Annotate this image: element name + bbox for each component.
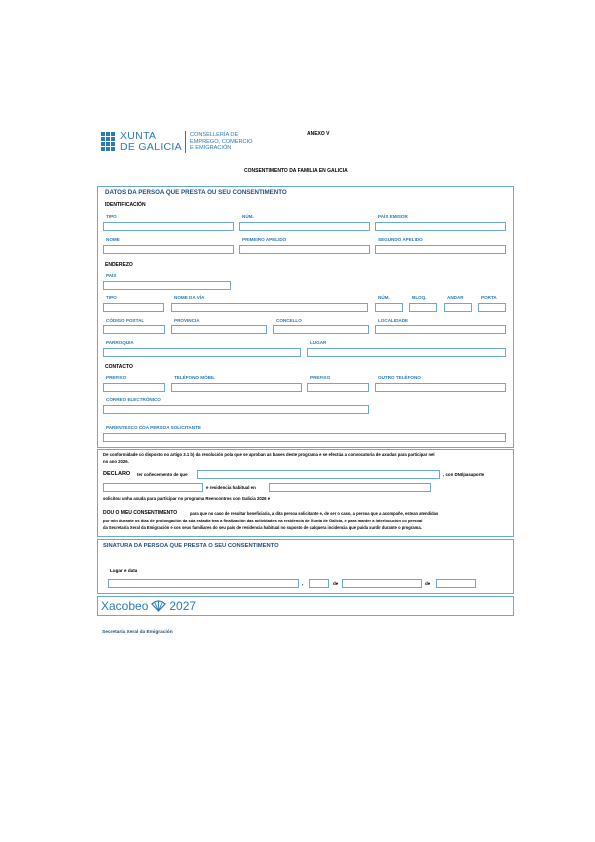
day-field[interactable]	[309, 579, 329, 588]
pais-emisor-field[interactable]	[375, 222, 506, 231]
declaro-label: DECLARO	[103, 471, 131, 477]
prefixo2-label: PREFIXO	[310, 375, 331, 380]
scallop-shell-icon	[151, 600, 166, 612]
parentesco-field[interactable]	[103, 433, 506, 442]
parentesco-label: PARENTESCO COA PERSOA SOLICITANTE	[106, 425, 201, 430]
xunta-emblem-icon	[100, 131, 116, 153]
xacobeo-logo	[101, 599, 196, 613]
outro-telefono-label: OUTRO TELÉFONO	[378, 375, 421, 380]
bloq-field[interactable]	[409, 303, 437, 312]
prefixo2-field[interactable]	[307, 383, 369, 392]
codigo-postal-field[interactable]	[103, 325, 165, 334]
declaro-text: ter coñecemento de que	[137, 472, 188, 477]
comma-text: ,	[302, 581, 304, 587]
dni-text: , con DNI/pasaporte	[443, 472, 485, 477]
andar-field[interactable]	[444, 303, 472, 312]
tipo-label: TIPO	[106, 214, 117, 219]
bloq-label: BLOQ.	[412, 295, 427, 300]
declaration-intro-line1: De conformidade co disposto no artigo 3.1 b) da resolución pola que se aproban as bases deste programa e se efectúa a convocatoria de axudas para participar nel	[103, 452, 435, 457]
segundo-apelido-label: SEGUNDO APELIDO	[378, 237, 423, 242]
xacobeo-text: Xacobeo	[101, 599, 149, 613]
prefixo1-label: PREFIXO	[106, 375, 127, 380]
nome-via-label: NOME DA VÍA	[174, 295, 205, 300]
dept-line3: E EMIGRACIÓN	[190, 145, 232, 152]
telefono-movil-field[interactable]	[171, 383, 302, 392]
address-num-field[interactable]	[375, 303, 403, 312]
nome-via-field[interactable]	[171, 303, 368, 312]
address-num-label: NÚM.	[378, 295, 390, 300]
place-field[interactable]	[108, 579, 299, 588]
concello-label: CONCELLO	[276, 318, 302, 323]
consent-line1: para que no caso de resultar beneficiaria, a dita persoa solicitante e, de ser o caso, a persoa que a acompañe, estean atendidas	[190, 511, 439, 516]
signature-title: SINATURA DA PERSOA QUE PRESTA O SEU CONSENTIMENTO	[103, 543, 279, 549]
logo-divider	[185, 131, 186, 153]
pais-emisor-label: PAÍS EMISOR	[378, 214, 408, 219]
de2-text: de	[425, 581, 431, 586]
month-field[interactable]	[342, 579, 422, 588]
num-label: NÚM.	[242, 214, 254, 219]
dni-field[interactable]	[103, 483, 203, 492]
person-data-title: DATOS DA PERSOA QUE PRESTA OU SEU CONSENTIMENTO	[105, 189, 287, 196]
localidade-field[interactable]	[375, 325, 506, 334]
prefixo1-field[interactable]	[103, 383, 165, 392]
xacobeo-year: 2027	[169, 599, 197, 613]
via-tipo-label: TIPO	[106, 295, 117, 300]
dept-line2: EMPREGO, COMERCIO	[190, 138, 253, 145]
andar-label: ANDAR	[447, 295, 464, 300]
parroquia-label: PARROQUIA	[106, 340, 134, 345]
correo-field[interactable]	[103, 405, 369, 414]
parroquia-field[interactable]	[103, 348, 301, 357]
residencia-text: e residencia habitual en	[206, 485, 256, 490]
dept-line1: CONSELLERÍA DE	[190, 132, 239, 138]
porta-label: PORTA	[481, 295, 497, 300]
primeiro-apelido-field[interactable]	[239, 245, 370, 254]
place-date-label: Lugar e data	[110, 568, 138, 573]
nome-field[interactable]	[103, 245, 234, 254]
consent-bold: DOU O MEU CONSENTIMENTO	[103, 510, 178, 516]
lugar-field[interactable]	[307, 348, 506, 357]
de1-text: de	[333, 581, 339, 586]
xunta-logo	[100, 131, 186, 155]
nome-label: NOME	[106, 237, 120, 242]
via-tipo-field[interactable]	[103, 303, 164, 312]
provincia-label: PROVINCIA	[174, 318, 200, 323]
address-heading: ENDEREZO	[105, 262, 133, 268]
lugar-label: LUGAR	[310, 340, 327, 345]
num-field[interactable]	[239, 222, 370, 231]
localidade-label: LOCALIDADE	[378, 318, 409, 323]
solicita-text: solicitou unha axuda para participar no programa Reencontros con Galicia 2026 e	[103, 496, 271, 501]
consent-line3: da Secretaría Xeral da Emigración e cos seus familiares do seu país de residencia habitual no suposto de calquera incidencia que puida xurdir durante o programa.	[103, 525, 422, 530]
correo-label: CORREO ELECTRÓNICO	[106, 397, 161, 402]
form-title: CONSENTIMENTO DA FAMILIA EN GALICIA	[244, 168, 348, 174]
department-block	[190, 132, 252, 152]
residencia-field[interactable]	[269, 483, 431, 492]
declaration-intro-line2: no ano 2026.	[103, 459, 129, 464]
provincia-field[interactable]	[171, 325, 267, 334]
pais-label: PAÍS	[106, 273, 117, 278]
annex-label: ANEXO V	[307, 131, 330, 137]
identification-heading: IDENTIFICACIÓN	[105, 202, 146, 208]
telefono-movil-label: TELÉFONO MÓBIL	[174, 375, 216, 380]
logo-line1: XUNTA	[120, 130, 157, 142]
segundo-apelido-field[interactable]	[375, 245, 506, 254]
consent-line2: por min durante os días de prolongación da súa estadía tras a finalización das actividades na residencia de Xunta de Galicia, e para manter a interlocución co persoal	[103, 518, 423, 523]
outro-telefono-field[interactable]	[375, 383, 506, 392]
concello-field[interactable]	[273, 325, 369, 334]
logo-line2: DE GALICIA	[120, 141, 182, 153]
declared-person-field[interactable]	[197, 470, 440, 479]
year-field[interactable]	[436, 579, 476, 588]
codigo-postal-label: CÓDIGO POSTAL	[106, 318, 145, 323]
declaration-section	[97, 449, 514, 537]
porta-field[interactable]	[478, 303, 506, 312]
primeiro-apelido-label: PRIMEIRO APELIDO	[242, 237, 287, 242]
contact-heading: CONTACTO	[105, 364, 133, 370]
pais-field[interactable]	[103, 281, 231, 290]
secretaria-footer: Secretaría Xeral da Emigración	[102, 630, 173, 635]
tipo-field[interactable]	[103, 222, 234, 231]
